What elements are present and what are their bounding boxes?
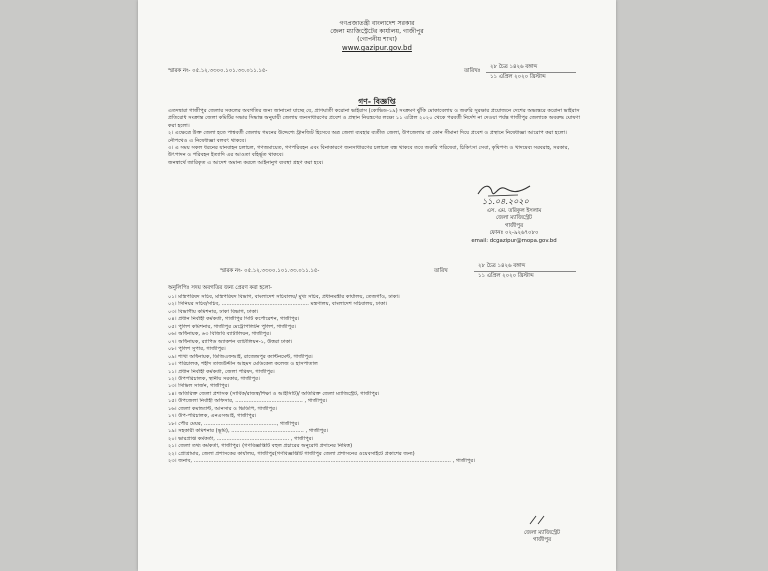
memo-date-bangla: ২৮ চৈত্র ১৪২৬ বঙ্গাব্দ <box>490 64 538 70</box>
body-paragraph: এতদদ্বারা গাজীপুর জেলার সকলের অবগতির জন্য জানানো যাচ্ছে যে, প্রাণঘাতী করোনা ভাইরাস (কোভিড-১৯) সংক্রমণ ঝুঁকি মোকাবেলায় ও জরুরি সুরক্ষার প্রয়োজনে দেশের অভ্যন্তরে করোনা ভাইরাস প্রতিরোধ সংক্রান্ত জেলা কমিটির সভার সিদ্ধান্ত অনুযায়ী জেলায় জনসাধারণের প্রবেশ ও প্রস্থান নিয়ন্ত্রণের লক্ষ্যে ১১ এপ্রিল ২০২০ থেকে পরবর্তী নির্দেশ না দেওয়া পর্যন্ত গাজীপুর জেলাকে অবরুদ্ধ ঘোষণা করা হলো। <box>168 108 580 129</box>
distribution-item: ১৭। উপ-পরিচালক, এনএসআই, গাজীপুর। <box>168 413 257 420</box>
distribution-item: ০৬। অধিনায়ক, ৬৩ বিজিবি ব্যাটালিয়ন, গাজীপুর। <box>168 331 271 338</box>
office-name: জেলা ম্যাজিস্ট্রেটের কার্যালয়, গাজীপুর <box>330 28 424 35</box>
memo-number-copy: স্মারক নং- ০৫.১২.৩৩০০.১০১.৩৩.০১১.১৫- <box>220 268 320 274</box>
memo-date-label-copy: তারিখ <box>434 268 448 274</box>
notice-document <box>138 0 616 571</box>
distribution-item: ০৭। অধিনায়ক, র‍্যাপিড অ্যাকশন ব্যাটালিয়ন-১, উত্তরা ঢাকা। <box>168 338 293 345</box>
notice-title: গণ- বিজ্ঞপ্তি <box>358 97 396 106</box>
signature-date: ১১.০৪.২০২০ <box>482 197 529 206</box>
letterhead <box>138 20 616 52</box>
distribution-item: ০৩। বিভাগীয় কমিশনার, ঢাকা বিভাগ, ঢাকা। <box>168 308 259 315</box>
distribution-item: ১৯। সহকারী কমিশনার (ভূমি), ............................................ , গাজীপুর। <box>168 428 329 435</box>
distribution-item: ১৬। জেলা কমান্ড্যান্ট, আনসার ও ভিডিপি, গাজীপুর। <box>168 405 277 412</box>
section-name: (গোপনীয় শাখা) <box>357 36 397 43</box>
distribution-item: ২২। প্রোগ্রামার, জেলা প্রশাসকের কার্যালয়, গাজীপুর(গণবিজ্ঞপ্তিটি গাজীপুর জেলা প্রশাসনের ওয়েবসাইটে প্রকাশের জন্য) <box>168 450 415 457</box>
memo-date-english-copy: ১১ এপ্রিল ২০২০ খ্রিস্টাব্দ <box>478 273 534 279</box>
distribution-item: ০৪। প্রধান নির্বাহী কর্মকর্তা, গাজীপুর সিটি কর্পোরেশন, গাজীপুর। <box>168 316 300 323</box>
memo-number: স্মারক নং- ০৫.১২.৩৩০০.১০১.৩৩.০১১.১৫- <box>168 68 268 74</box>
body-paragraph: জনস্বার্থে জারিকৃত এ আদেশ অমান্য করলে আইনানুগ ব্যবস্থা গ্রহণ করা হবে। <box>168 159 324 166</box>
distribution-item: ০২। সিনিয়র সচিব/সচিব, ..................................................... মন্ত্রণালয়, বাংলাদেশ সচিবালয়, ঢাকা। <box>168 301 388 308</box>
signatory-district: গাজীপুর <box>504 222 524 229</box>
signatory-phone: ফোনঃ ০২-৯২৬৭০৮০ <box>489 230 539 237</box>
memo-date-label: তারিখঃ <box>464 68 481 74</box>
footer-designation: জেলা ম্যাজিস্ট্রেট <box>524 530 560 536</box>
distribution-intro: অনুলিপিঃ সদয় অবগতির জন্য প্রেরণ করা হলো- <box>168 285 272 291</box>
distribution-item: ১৮। পৌর মেয়র, ............................................, গাজীপুর। <box>168 420 300 427</box>
distribution-list <box>168 294 598 465</box>
distribution-item: ২০। ভারপ্রাপ্ত কর্মকর্তা, ............................................ , গাজীপুর। <box>168 435 314 442</box>
signatory-block <box>454 208 574 245</box>
distribution-item: ১০। পরিচালক, শহীদ তাজউদ্দীন আহমদ মেডিকেল কলেজ ও হাসপাতাল <box>168 361 318 368</box>
signatory-name: এস. এম. তরিকুল ইসলাম <box>486 208 542 214</box>
distribution-item: ০৫। পুলিশ কমিশনার, গাজীপুর মেট্রোপলিটন পুলিশ, গাজীপুর। <box>168 323 296 330</box>
memo-date-bangla-copy: ২৮ চৈত্র ১৪২৬ বঙ্গাব্দ <box>478 263 526 269</box>
distribution-item: ১৩। সিভিল সার্জন, গাজীপুর। <box>168 383 230 390</box>
distribution-item: ১৪। অতিরিক্ত জেলা প্রশাসক (সার্বিক/রাজস্ব/শিক্ষা ও আইসিটি)/ অতিরিক্ত জেলা ম্যাজিস্ট্রেট, গাজীপুর। <box>168 390 380 397</box>
distribution-item: ২১। জেলা তথ্য কর্মকর্তা, গাজীপুর। (গণবিজ্ঞপ্তিটি বহুল প্রচারের অনুরোধ প্রদানের নিমিত্ত) <box>168 443 353 450</box>
website-link[interactable]: www.gazipur.gov.bd <box>342 44 412 52</box>
distribution-item: ০৯। শাখা অধিনায়ক, ডিজিএফআই, রাজেন্দ্রপুর ক্যান্টনমেন্ট, গাজীপুর। <box>168 353 313 360</box>
memo-date-english: ১১ এপ্রিল ২০২০ খ্রিস্টাব্দ <box>490 74 546 80</box>
distribution-item: ১১। প্রধান নির্বাহী কর্মকর্তা, জেলা পরিষদ, গাজীপুর। <box>168 368 275 375</box>
footer-signatory <box>492 530 592 545</box>
distribution-item: ০১। মন্ত্রিপরিষদ সচিব, মন্ত্রিপরিষদ বিভাগ, বাংলাদেশ সচিবালয়/ মুখ্য সচিব, প্রধানমন্ত্রীর কার্যালয়, তেজগাঁও, ঢাকা। <box>168 294 400 300</box>
initial-mark-icon <box>526 514 556 526</box>
signatory-designation: জেলা ম্যাজিস্ট্রেট <box>496 215 532 222</box>
distribution-item: ০৮। পুলিশ সুপার, গাজীপুর। <box>168 346 226 353</box>
distribution-item: ১২। উপপরিচালক, স্থানীয় সরকার, গাজীপুর। <box>168 375 260 382</box>
footer-district: গাজীপুর <box>532 537 552 544</box>
body-paragraph: ৩। এ সময় সকল ধরনের যানবাহন চলাচল, গণজমায়েত, গণপরিবহন এবং বিনাকারণে জনসাধারণের চলাচল বন্ধ থাকবে তবে জরুরি পরিষেবা, চিকিৎসা সেবা, কৃষিপণ্য ও খাদ্যদ্রব্য সরবরাহ, সরকার, উৎপাদন ও পরিবহন ইত্যাদি এর আওতা বহির্ভূত থাকবে। <box>168 145 570 159</box>
distribution-item: ২৩। জনাব, ............................................................................................................................................................ , গাজীপুর। <box>168 457 476 464</box>
distribution-item: ১৫। উপজেলা নির্বাহী অফিসার, ......................................... , গাজীপুর। <box>168 398 328 405</box>
notice-body <box>168 108 588 167</box>
body-paragraph: ২। এক্ষেত্রে উক্ত জেলা হতে পাশ্ববর্তী জেলায় গমনের উদ্দেশ্যে ট্রানজিট হিসেবে অত্র জেলা ব্যবহার ব্যতীত জেলা, উপজেলার বা কোন সীমানা দিয়ে প্রবেশ ও প্রস্থানে নিষেধাজ্ঞা আরোপ করা হলো। নৌপথেও এ নিষেধাজ্ঞা বলবৎ থাকবে। <box>168 130 567 144</box>
government-name: গণপ্রজাতন্ত্রী বাংলাদেশ সরকার <box>339 20 415 27</box>
signatory-email[interactable]: email: dcgazipur@mopa.gov.bd <box>471 237 557 244</box>
